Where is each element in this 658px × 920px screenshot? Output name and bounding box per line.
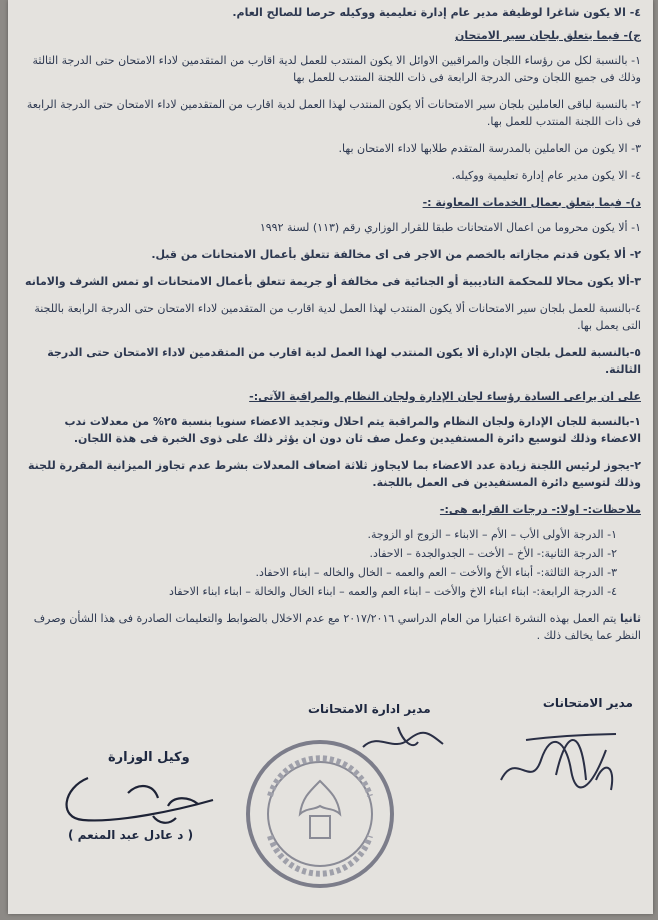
list-item: ٤- الدرجة الرابعة:- ابناء ابناء الاخ والأخت – ابناء العم والعمه – ابناء الخال والخالة – ابناء ابناء الاحفاد bbox=[169, 585, 617, 598]
second-clause bbox=[22, 610, 641, 644]
section-c-item: ٤- الا يكون مدير عام إدارة تعليمية ووكيله. bbox=[451, 169, 641, 182]
section-d-item: ١- ألا يكون محروما من اعمال الامتحانات طبقا للقرار الوزاري رقم (١١٣) لسنة ١٩٩٢ bbox=[259, 221, 641, 234]
second-label: ثانيا bbox=[619, 612, 641, 625]
undersecretary-label: وكيل الوزارة bbox=[108, 750, 190, 765]
section-e-item: ١-بالنسبة للجان الإدارة ولجان النظام والمراقبة يتم احلال وتجديد الاعضاء سنويا بنسبة ٢٥% من معدلات ندب الاعضاء وذلك لتوسيع دائرة المستفيدين وعمل صف ثان دون ان يؤثر ذلك على ذوى الخبرة فى هذة اللجان. bbox=[64, 415, 641, 445]
document-body bbox=[22, 0, 641, 654]
list-item: ٣- الدرجة الثالثة:- أبناء الأخ والأخت – العم والعمه – الخال والخاله – ابناء الاحفاد. bbox=[255, 566, 617, 579]
second-text: يتم العمل بهذه النشرة اعتبارا من العام الدراسي ٢٠١٧/٢٠١٦ مع عدم الاخلال بالضوابط والتعليمات الصادرة فى هذا الشأن وصرف النظر عما يخالف ذلك . bbox=[33, 612, 641, 642]
exams-director-signature bbox=[496, 720, 626, 800]
section-d-item: ٢- ألا يكون قدتم مجازاته بالخصم من الاجر فى اى مخالفة تتعلق بأعمال الامتحانات من قبل. bbox=[151, 248, 641, 261]
section-c-heading: ج)- فيما يتعلق بلجان سير الامتحان bbox=[454, 29, 641, 42]
section-d-item: ٣-ألا يكون محالا للمحكمة التاديبية أو الجنائية فى مخالفة أو جريمة تتعلق بأعمال الامتحانات او تمس الشرف والامانه bbox=[25, 275, 641, 288]
list-item: ٢- الدرجة الثانية:- الأخ – الأخت – الجدوالجدة – الاحفاد. bbox=[369, 547, 617, 560]
section-c-item: ٣- الا يكون من العاملين بالمدرسة المتقدم طلابها لاداء الامتحان بها. bbox=[338, 142, 641, 155]
section-d-item: ٤-بالنسبة للعمل بلجان سير الامتحانات ألا يكون المنتدب لهذا العمل لدية اقارب من المتقدمين لاداء الامتحان حتى الدرجة الرابعة باللجنة التى يعمل بها. bbox=[34, 302, 641, 332]
undersecretary-name: ( د عادل عبد المنعم ) bbox=[68, 828, 194, 842]
official-seal-stamp bbox=[240, 736, 400, 892]
section-c-item: ١- بالنسبة لكل من رؤساء اللجان والمراقبين الاوائل الا يكون المنتدب للعمل لدية اقارب من المتقدمين لاداء الامتحان حتى الدرجة الثالثة وذلك فى جميع اللجان وحتى الدرجة الرابعة فى ذات اللجنة المنتدب للعمل بها bbox=[32, 54, 641, 84]
exams-admin-director-label: مدير ادارة الامتحانات bbox=[308, 702, 431, 716]
section-d-heading: د)- فيما يتعلق بعمال الخدمات المعاونة :- bbox=[422, 196, 641, 209]
notes-heading: ملاحظات:- اولا:- درجات القرابه هى:- bbox=[439, 503, 641, 516]
section-e-item: ٢-يجوز لرئيس اللجنة زيادة عدد الاعضاء بما لايجاوز ثلاثة اضعاف المعدلات بشرط عدم تجاوز الميزانية المقررة للجنة وذلك لتوسيع دائرة المستفيدين فى العمل باللجنة. bbox=[28, 459, 641, 489]
section-e-heading: على ان يراعى السادة رؤساء لجان الإدارة ولجان النظام والمراقبة الآتى:- bbox=[249, 390, 641, 403]
kinship-degrees-list bbox=[22, 526, 641, 600]
exams-director-label: مدير الامتحانات bbox=[542, 696, 633, 710]
undersecretary-signature bbox=[58, 768, 228, 833]
section-c-item: ٢- بالنسبة لباقى العاملين بلجان سير الامتحانات ألا يكون المنتدب لهذا العمل لدية اقارب من المتقدمين لاداء الامتحان حتى الدرجة الرابعة فى ذات اللجنة المنتدب للعمل بها. bbox=[26, 98, 641, 128]
intro-item: ٤- الا يكون شاغرا لوظيفة مدير عام إدارة تعليمية ووكيله حرصا للصالح العام. bbox=[232, 6, 641, 19]
list-item: ١- الدرجة الأولى الأب – الأم – الابناء – الزوج او الزوجة. bbox=[367, 528, 617, 541]
document-page bbox=[8, 0, 653, 914]
section-d-item: ٥-بالنسبة للعمل بلجان الإدارة ألا يكون المنتدب لهذا العمل لدية اقارب من المتقدمين لاداء الامتحان حتى الدرجة الثالثة. bbox=[47, 346, 641, 376]
